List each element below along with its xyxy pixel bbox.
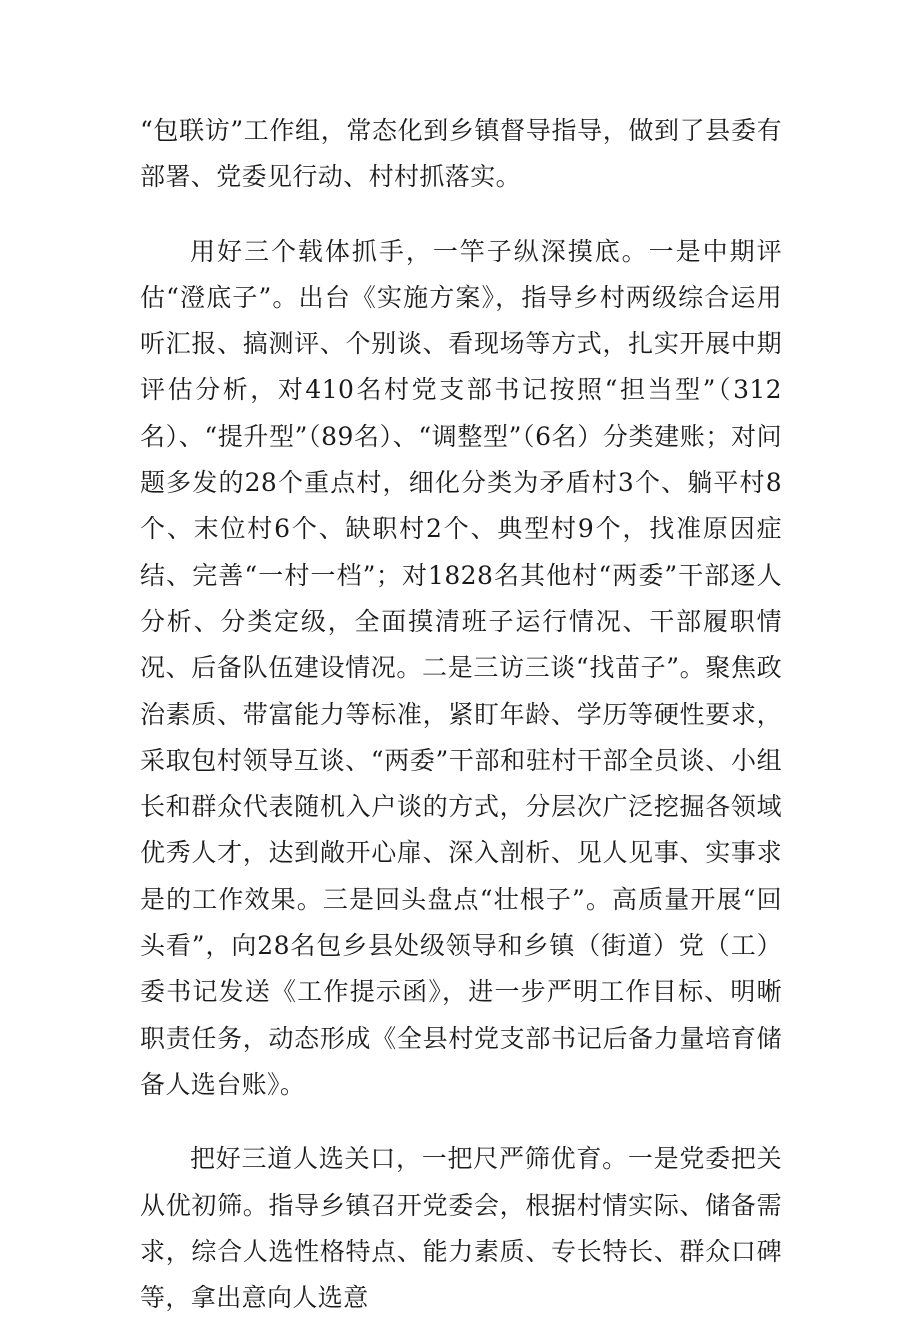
document-body xyxy=(140,108,782,1321)
paragraph-three-carriers: 用好三个载体抓手，一竿子纵深摸底。一是中期评估“澄底子”。出台《实施方案》，指导乡村两级综合运用听汇报、搞测评、个别谈、看现场等方式，扎实开展中期评估分析，对410名村党支部书记按照“担当型”（312名）、“提升型”（89名）、“调整型”（6名）分类建账；对问题多发的28个重点村，细化分类为矛盾村3个、躺平村8个、末位村6个、缺职村2个、典型村9个，找准原因症结、完善“一村一档”；对1828名其他村“两委”干部逐人分析、分类定级，全面摸清班子运行情况、干部履职情况、后备队伍建设情况。二是三访三谈“找苗子”。聚焦政治素质、带富能力等标准，紧盯年龄、学历等硬性要求，采取包村领导互谈、“两委”干部和驻村干部全员谈、小组长和群众代表随机入户谈的方式，分层次广泛挖掘各领域优秀人才，达到敞开心扉、深入剖析、见人见事、实事求是的工作效果。三是回头盘点“壮根子”。高质量开展“回头看”，向28名包乡县处级领导和乡镇（街道）党（工）委书记发送《工作提示函》，进一步严明工作目标、明晰职责任务，动态形成《全县村党支部书记后备力量培育储备人选台账》。 xyxy=(140,236,782,1099)
paragraph-three-checkpoints: 把好三道人选关口，一把尺严筛优育。一是党委把关从优初筛。指导乡镇召开党委会，根据村情实际、储备需求，综合人选性格特点、能力素质、专长特长、群众口碑等，拿出意向人选意 xyxy=(140,1144,782,1313)
paragraph-continuation: “包联访”工作组，常态化到乡镇督导指导，做到了县委有部署、党委见行动、村村抓落实。 xyxy=(140,116,782,192)
